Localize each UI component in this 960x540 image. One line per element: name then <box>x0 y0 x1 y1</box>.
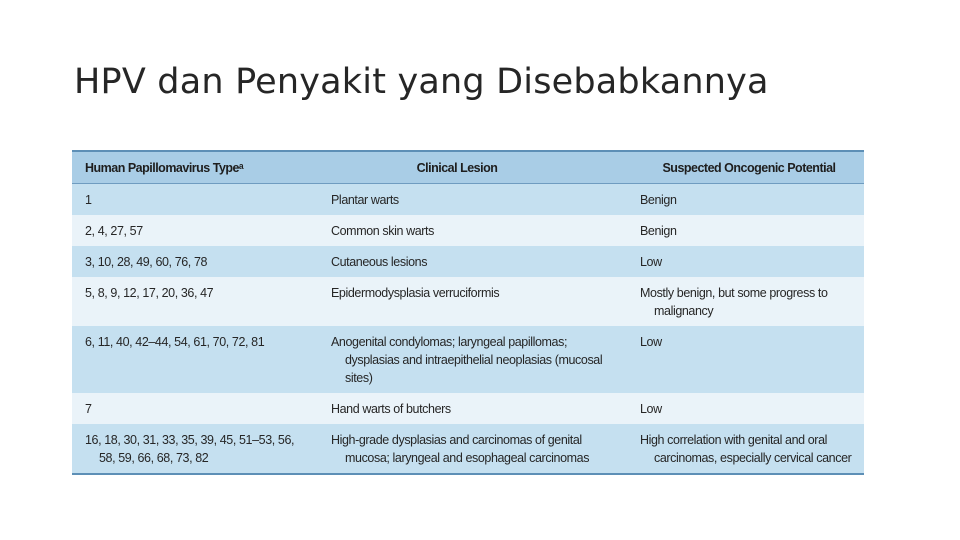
cell-clinical-lesion <box>318 393 626 424</box>
cell-oncogenic-potential <box>626 277 864 326</box>
header-oncogenic-potential: Suspected Oncogenic Potential <box>626 152 864 184</box>
cell-text: High correlation with genital and oral carcinomas, especially cervical cancer <box>640 433 852 465</box>
cell-oncogenic-potential <box>626 215 864 246</box>
cell-text: 7 <box>85 402 92 416</box>
hpv-table <box>72 152 864 473</box>
cell-hpv-type <box>72 393 318 424</box>
cell-text: Cutaneous lesions <box>331 255 428 269</box>
cell-oncogenic-potential <box>626 393 864 424</box>
cell-hpv-type <box>72 326 318 393</box>
cell-clinical-lesion <box>318 246 626 277</box>
cell-hpv-type <box>72 184 318 216</box>
table-row <box>72 246 864 277</box>
cell-oncogenic-potential <box>626 246 864 277</box>
cell-text: Low <box>640 255 662 269</box>
cell-text: 3, 10, 28, 49, 60, 76, 78 <box>85 255 208 269</box>
header-hpv-type: Human Papillomavirus Typeᵃ <box>72 152 318 184</box>
cell-text: Mostly benign, but some progress to malignancy <box>640 286 828 318</box>
cell-clinical-lesion <box>318 424 626 473</box>
slide-title: HPV dan Penyakit yang Disebabkannya <box>74 62 769 102</box>
cell-text: Hand warts of butchers <box>331 402 451 416</box>
table-row <box>72 424 864 473</box>
cell-text: High-grade dysplasias and carcinomas of genital mucosa; laryngeal and esophageal carcinomas <box>331 433 590 465</box>
cell-text: Benign <box>640 224 677 238</box>
cell-text: Common skin warts <box>331 224 434 238</box>
cell-text: 6, 11, 40, 42–44, 54, 61, 70, 72, 81 <box>85 335 265 349</box>
cell-text: Epidermodysplasia verruciformis <box>331 286 500 300</box>
cell-hpv-type <box>72 215 318 246</box>
table-header-row <box>72 152 864 184</box>
cell-text: 2, 4, 27, 57 <box>85 224 143 238</box>
cell-clinical-lesion <box>318 215 626 246</box>
cell-text: Anogenital condylomas; laryngeal papillomas; dysplasias and intraepithelial neoplasias (mucosal sites) <box>331 335 603 385</box>
cell-oncogenic-potential <box>626 326 864 393</box>
cell-clinical-lesion <box>318 184 626 216</box>
table-row <box>72 393 864 424</box>
hpv-table-container <box>72 150 864 475</box>
cell-clinical-lesion <box>318 277 626 326</box>
cell-oncogenic-potential <box>626 424 864 473</box>
cell-hpv-type <box>72 424 318 473</box>
table-row <box>72 184 864 216</box>
cell-text: Benign <box>640 193 677 207</box>
cell-text: 5, 8, 9, 12, 17, 20, 36, 47 <box>85 286 214 300</box>
table-row <box>72 277 864 326</box>
table-row <box>72 215 864 246</box>
header-clinical-lesion: Clinical Lesion <box>318 152 626 184</box>
cell-text: Low <box>640 335 662 349</box>
cell-text: Plantar warts <box>331 193 399 207</box>
cell-text: 1 <box>85 193 92 207</box>
cell-hpv-type <box>72 277 318 326</box>
cell-oncogenic-potential <box>626 184 864 216</box>
cell-hpv-type <box>72 246 318 277</box>
cell-text: 16, 18, 30, 31, 33, 35, 39, 45, 51–53, 56, 58, 59, 66, 68, 73, 82 <box>85 433 295 465</box>
cell-text: Low <box>640 402 662 416</box>
cell-clinical-lesion <box>318 326 626 393</box>
table-row <box>72 326 864 393</box>
